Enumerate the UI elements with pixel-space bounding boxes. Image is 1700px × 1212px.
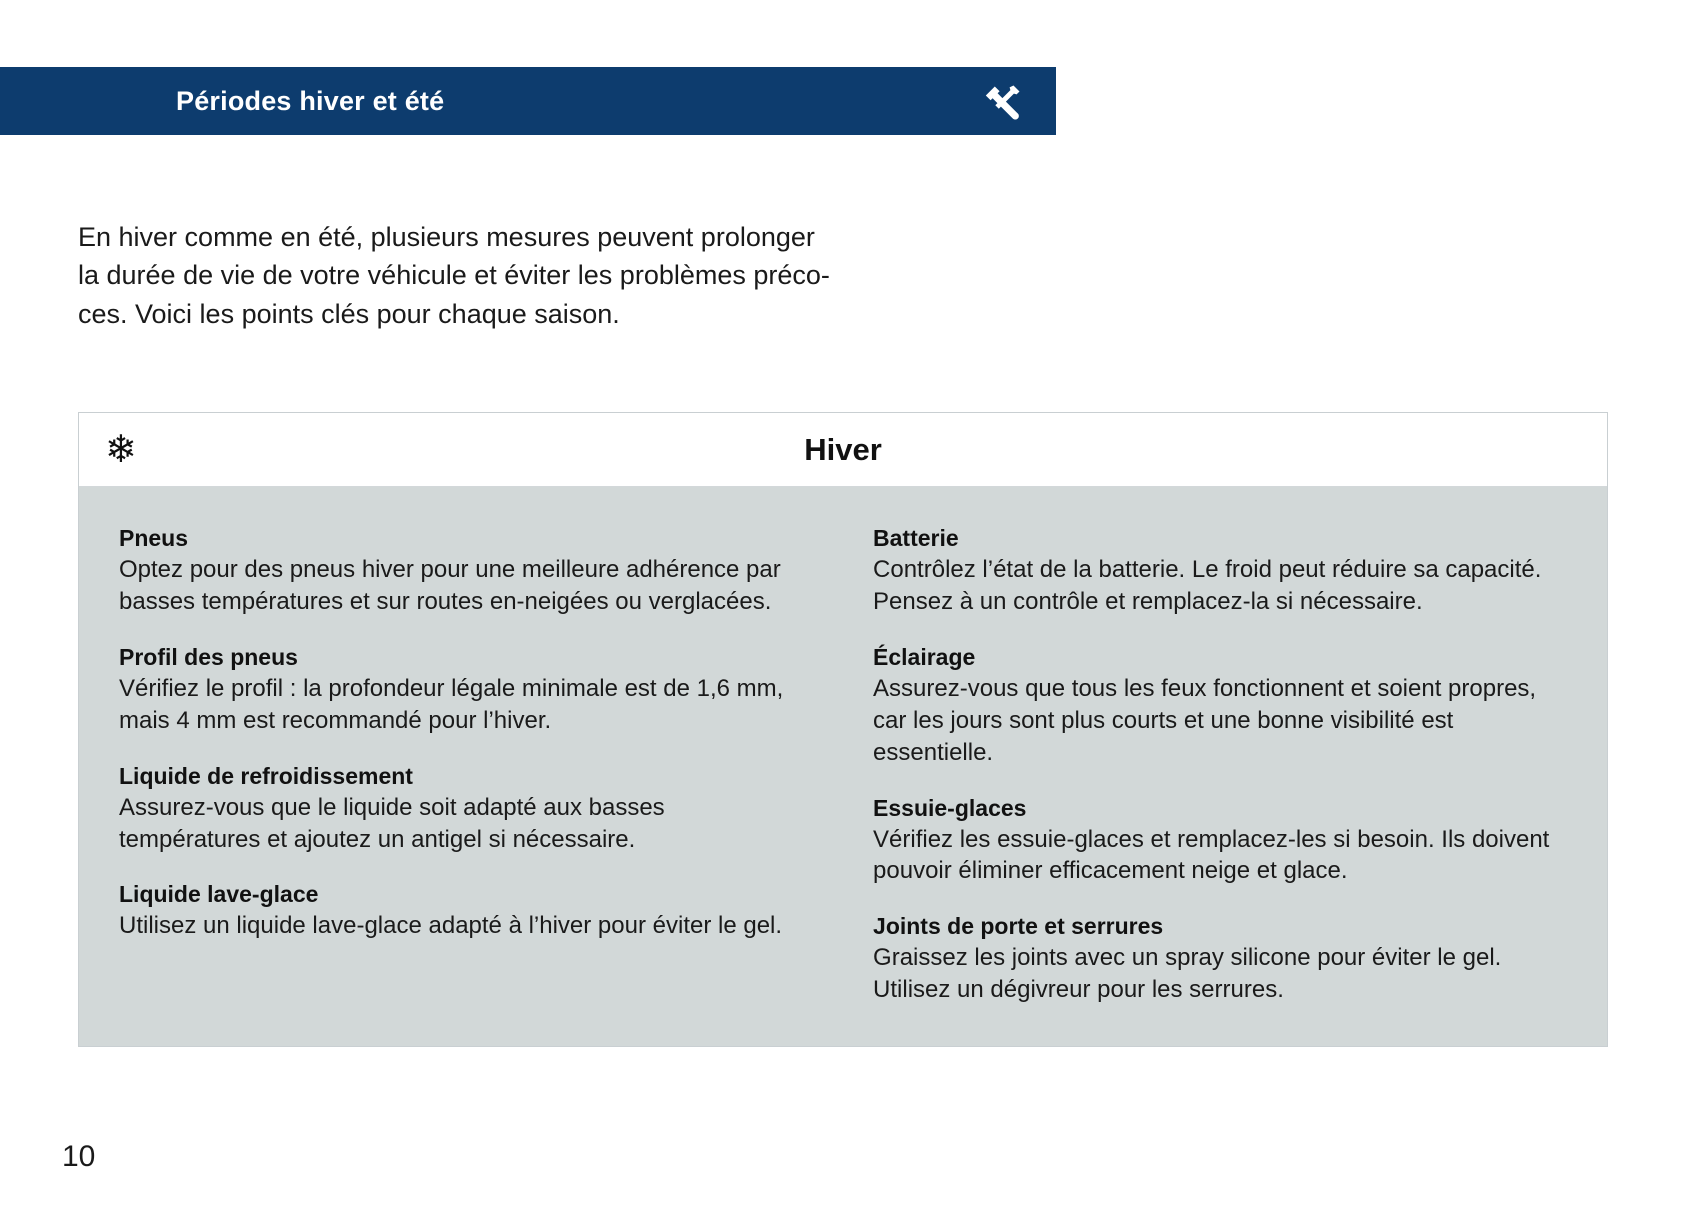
list-item xyxy=(119,763,811,856)
page-title: Périodes hiver et été xyxy=(176,85,445,116)
list-item xyxy=(873,644,1567,769)
list-item xyxy=(119,881,811,942)
list-item xyxy=(873,913,1567,1006)
entry-title: Liquide lave-glace xyxy=(119,881,319,908)
intro-line-1: En hiver comme en été, plusieurs mesures peuvent prolonger xyxy=(78,222,815,252)
entry-text: Optez pour des pneus hiver pour une meilleure adhérence par basses températures et sur routes en-neigées ou verglacées. xyxy=(119,556,781,615)
entry-title: Profil des pneus xyxy=(119,643,298,670)
entry-text: Utilisez un liquide lave-glace adapté à l’hiver pour éviter le gel. xyxy=(119,912,783,940)
entry-text: Graissez les joints avec un spray silicone pour éviter le gel. Utilisez un dégivreur pour les serrures. xyxy=(873,944,1502,1004)
tools-icon xyxy=(982,79,1026,123)
entry-title: Joints de porte et serrures xyxy=(873,913,1164,940)
list-item xyxy=(873,525,1567,618)
entry-text: Assurez-vous que tous les feux fonctionnent et soient propres, car les jours sont plus courts et une bonne visibilité est essentielle. xyxy=(873,674,1537,766)
snowflake-icon: ❄ xyxy=(105,428,137,471)
entry-text: Contrôlez l’état de la batterie. Le froid peut réduire sa capacité. Pensez à un contrôle et remplacez-la si nécessaire. xyxy=(873,556,1542,615)
entry-text: Assurez-vous que le liquide soit adapté aux basses températures et ajoutez un antigel si nécessaire. xyxy=(119,793,665,853)
section-header-bar xyxy=(0,67,1056,135)
entry-title: Pneus xyxy=(119,525,189,551)
winter-left-column xyxy=(119,525,823,1006)
intro-line-3: ces. Voici les points clés pour chaque saison. xyxy=(78,298,620,329)
list-item xyxy=(119,644,811,737)
winter-right-column xyxy=(863,525,1567,1006)
list-item xyxy=(119,525,811,618)
list-item xyxy=(873,795,1567,888)
intro-line-2: la durée de vie de votre véhicule et éviter les problèmes préco- xyxy=(78,260,830,291)
winter-panel-header xyxy=(79,413,1607,487)
winter-panel-body xyxy=(79,487,1607,1046)
intro-paragraph xyxy=(78,218,1038,333)
entry-title: Batterie xyxy=(873,525,959,551)
winter-panel xyxy=(78,412,1608,1047)
entry-text: Vérifiez les essuie-glaces et remplacez-les si besoin. Ils doivent pouvoir éliminer efficacement neige et glace. xyxy=(873,825,1550,885)
entry-title: Liquide de refroidissement xyxy=(119,762,413,789)
entry-title: Éclairage xyxy=(873,643,976,670)
entry-text: Vérifiez le profil : la profondeur légale minimale est de 1,6 mm, mais 4 mm est recommandé pour l’hiver. xyxy=(119,674,784,734)
page-number: 10 xyxy=(62,1140,96,1173)
winter-panel-title: Hiver xyxy=(804,431,882,467)
entry-title: Essuie-glaces xyxy=(873,794,1027,821)
